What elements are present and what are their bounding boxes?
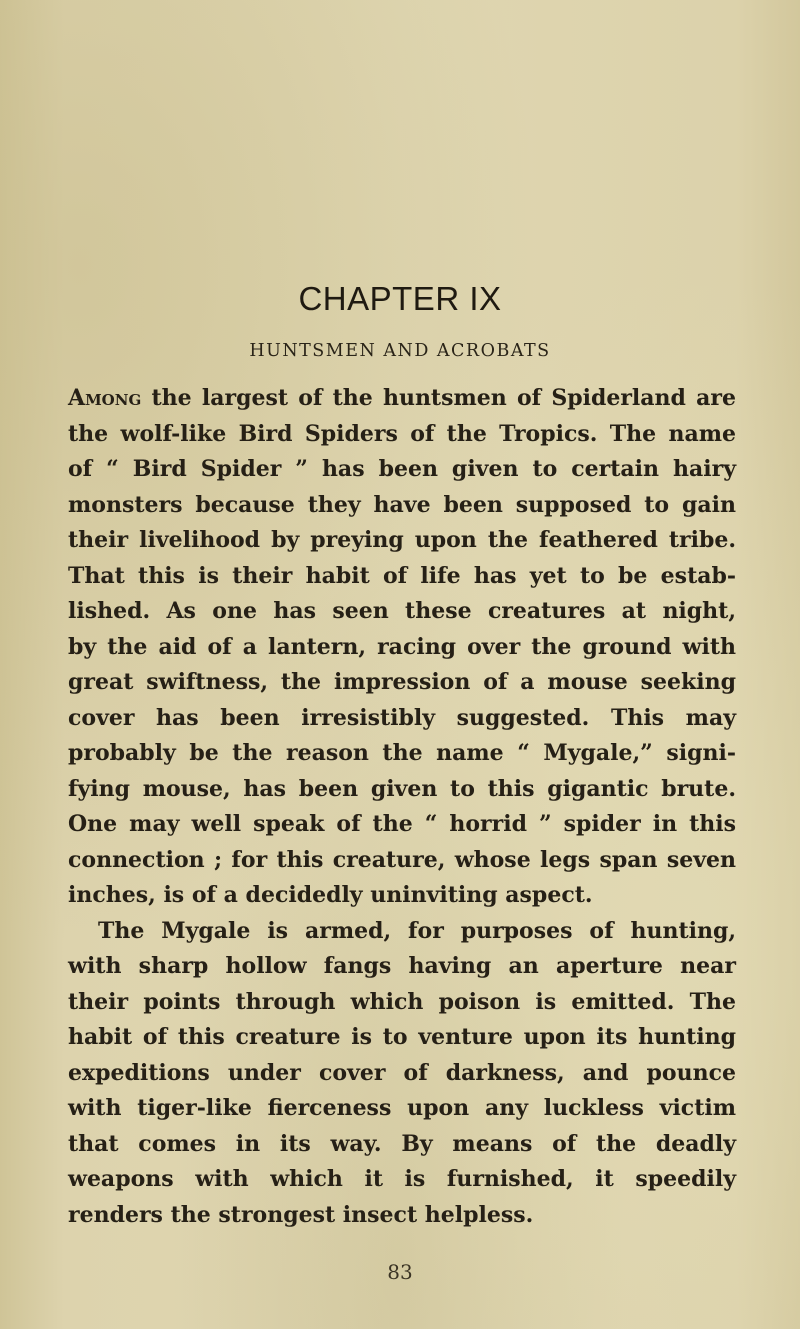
text-line-content: the largest of the huntsmen of Spiderland are [141,385,736,411]
text-line: habit of this creature is to venture upon its hunting [68,1024,736,1050]
chapter-title: CHAPTER IX [298,280,502,317]
text-line: of “ Bird Spider ” has been given to certain hairy [68,456,736,482]
text-line: that comes in its way. By means of the deadly [68,1130,736,1157]
text-line: the wolf-like Bird Spiders of the Tropics. The name [68,420,736,447]
text-line [68,381,736,417]
text-line: weapons with which it is furnished, it speedily [68,1166,736,1192]
text-line: with tiger-like fierceness upon any luckless victim [68,1095,736,1121]
page-number: 83 [387,1260,413,1284]
text-line: renders the strongest insect helpless. [68,1201,534,1228]
text-line: their points through which poison is emitted. The [68,988,736,1015]
text-line: That this is their habit of life has yet to be estab- [68,562,736,589]
text-line: lished. As one has seen these creatures at night, [68,598,736,624]
text-line: their livelihood by preying upon the feathered tribe. [68,527,736,553]
text-line: with sharp hollow fangs having an aperture near [68,953,736,979]
text-line: inches, is of a decidedly uninviting aspect. [68,882,593,908]
body-text [68,381,736,1233]
text-line: fying mouse, has been given to this gigantic brute. [68,775,736,802]
text-line: expeditions under cover of darkness, and pounce [68,1059,736,1086]
text-line: monsters because they have been supposed to gain [68,491,736,518]
text-line: probably be the reason the name “ Mygale,” signi- [68,740,736,766]
text-line: cover has been irresistibly suggested. This may [68,704,736,731]
text-line: One may well speak of the “ horrid ” spider in this [68,811,736,837]
drop-word: Among [68,385,142,411]
text-line: great swiftness, the impression of a mouse seeking [68,669,736,695]
text-line: by the aid of a lantern, racing over the ground with [68,633,736,660]
text-line: The Mygale is armed, for purposes of hunting, [98,917,736,944]
chapter-subtitle: HUNTSMEN AND ACROBATS [249,341,551,361]
text-line: connection ; for this creature, whose legs span seven [68,846,736,873]
